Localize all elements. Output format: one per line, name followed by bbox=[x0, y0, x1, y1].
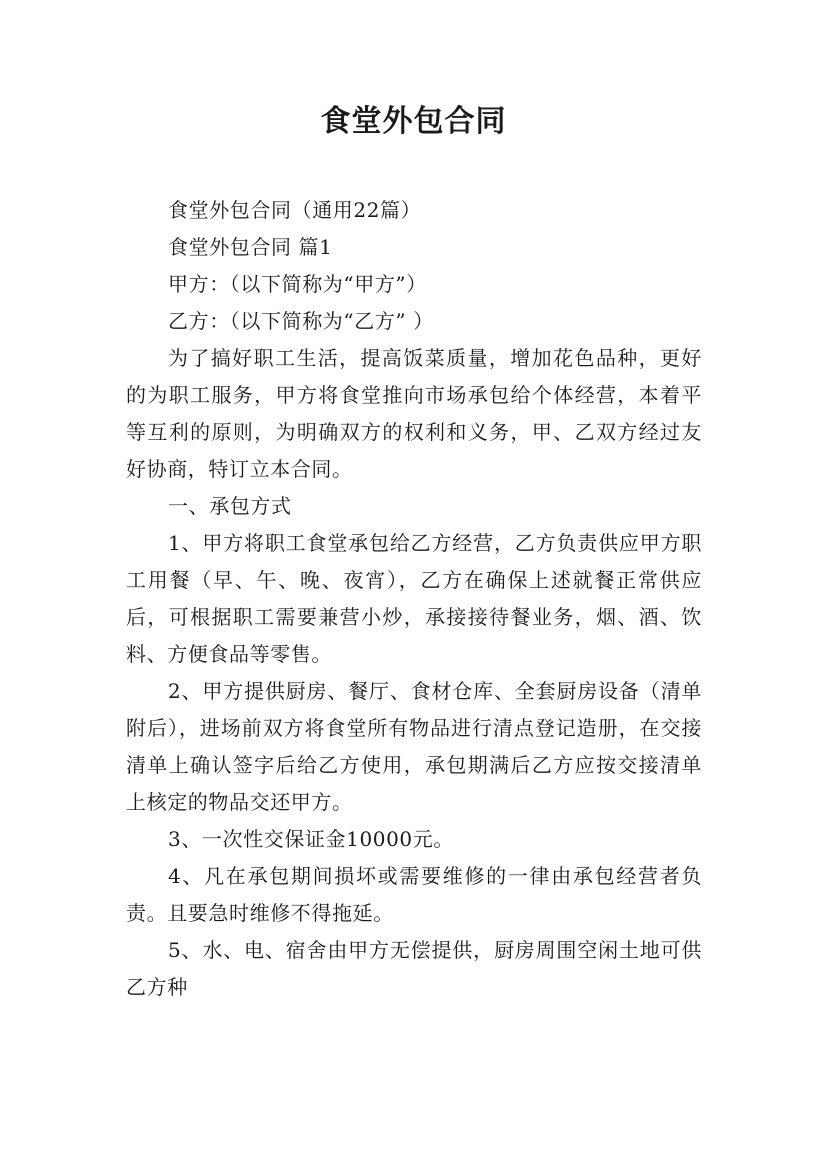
paragraph-preamble: 为了搞好职工生活，提高饭菜质量，增加花色品种，更好的为职工服务，甲方将食堂推向市场承包给个体经营，本着平等互利的原则，为明确双方的权利和义务，甲、乙双方经过友好协商，特订立本合同。 bbox=[126, 346, 702, 481]
paragraph-clause-5: 5、水、电、宿舍由甲方无偿提供，厨房周围空闲土地可供乙方种 bbox=[126, 938, 702, 999]
paragraph-clause-2: 2、甲方提供厨房、餐厅、食材仓库、全套厨房设备（清单附后），进场前双方将食堂所有物品进行清点登记造册，在交接清单上确认签字后给乙方使用，承包期满后乙方应按交接清单上核定的物品交还甲方。 bbox=[126, 679, 702, 814]
paragraph-clause-1: 1、甲方将职工食堂承包给乙方经营，乙方负责供应甲方职工用餐（早、午、晚、夜宵），乙方在确保上述就餐正常供应后，可根据职工需要兼营小炒，承接接待餐业务，烟、酒、饮料、方便食品等零售。 bbox=[126, 531, 702, 666]
paragraph-contract-heading: 食堂外包合同（通用22篇） bbox=[168, 198, 422, 222]
paragraph-party-a: 甲方：（以下简称为“甲方”） bbox=[168, 272, 427, 296]
paragraph-clause-4: 4、凡在承包期间损坏或需要维修的一律由承包经营者负责。且要急时维修不得拖延。 bbox=[126, 864, 702, 925]
paragraph-article-title: 食堂外包合同 篇1 bbox=[168, 235, 333, 259]
paragraph-section-heading: 一、承包方式 bbox=[168, 494, 292, 518]
paragraph-party-b: 乙方：（以下简称为“乙方” ） bbox=[168, 309, 434, 333]
paragraph-clause-3: 3、一次性交保证金10000元。 bbox=[168, 827, 454, 851]
document-body bbox=[126, 192, 702, 1006]
document-title: 食堂外包合同 bbox=[320, 104, 507, 139]
